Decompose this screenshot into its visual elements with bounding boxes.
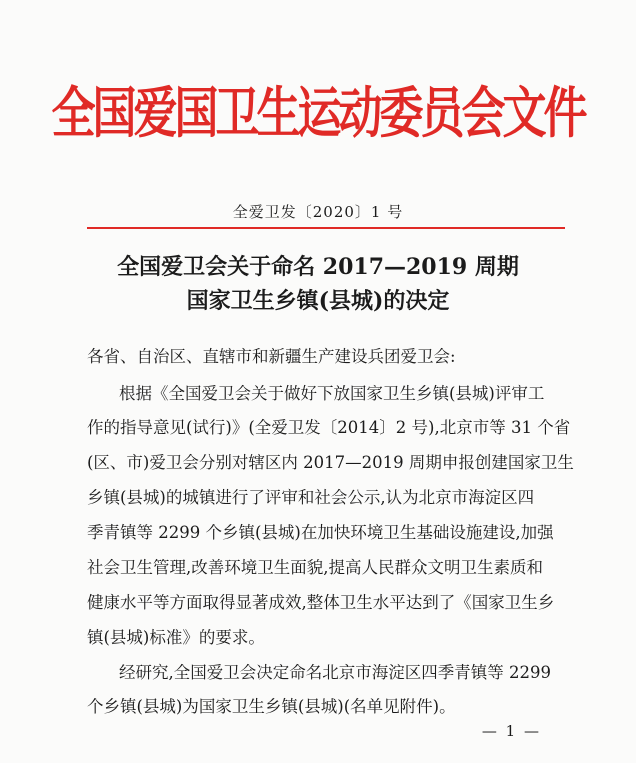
body-line: 社会卫生管理,改善环境卫生面貌,提高人民群众文明卫生素质和 <box>87 558 543 577</box>
red-divider-line <box>87 227 565 229</box>
body-line: 根据《全国爱卫会关于做好下放国家卫生乡镇(县城)评审工 <box>119 384 545 403</box>
body-line: 经研究,全国爱卫会决定命名北京市海淀区四季青镇等 2299 <box>119 663 551 682</box>
body-line: (区、市)爱卫会分别对辖区内 2017—2019 周期申报创建国家卫生 <box>87 453 574 472</box>
body-line: 健康水平等方面取得显著成效,整体卫生水平达到了《国家卫生乡 <box>87 593 555 612</box>
body-line: 个乡镇(县城)为国家卫生乡镇(县城)(名单见附件)。 <box>87 697 456 716</box>
document-number: 全爱卫发〔2020〕1 号 <box>232 203 404 221</box>
document-header: 全国爱国卫生运动委员会文件 <box>51 81 585 146</box>
document-title-line-2: 国家卫生乡镇(县城)的决定 <box>186 288 450 314</box>
body-line: 季青镇等 2299 个乡镇(县城)在加快环境卫生基础设施建设,加强 <box>87 523 554 542</box>
body-line: 乡镇(县城)的城镇进行了评审和社会公示,认为北京市海淀区四 <box>87 488 535 507</box>
document-title-line-1: 全国爱卫会关于命名 2017—2019 周期 <box>117 254 519 280</box>
addressee: 各省、自治区、直辖市和新疆生产建设兵团爱卫会: <box>87 347 456 366</box>
page-number: — 1 — <box>481 722 541 740</box>
body-line: 作的指导意见(试行)》(全爱卫发〔2014〕2 号),北京市等 31 个省 <box>87 418 571 437</box>
body-line: 镇(县城)标准》的要求。 <box>87 628 265 647</box>
